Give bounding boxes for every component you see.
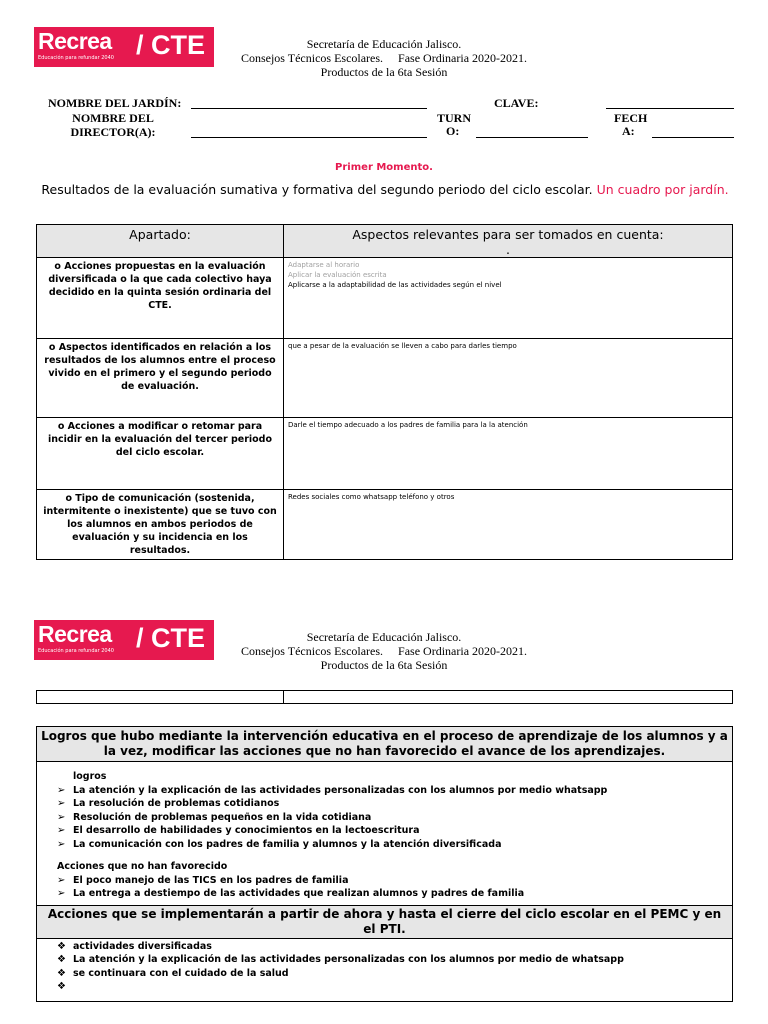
aspectos-cell[interactable] xyxy=(284,418,733,490)
logros-body[interactable] xyxy=(37,762,732,905)
apartado-cell: o Aspectos identificados en relación a los resultados de los alumnos entre el proceso vivido en el primero y el segundo periodo de evaluación. xyxy=(37,339,284,418)
empty-table-row[interactable] xyxy=(36,690,733,704)
header-line1: Secretaría de Educación Jalisco. xyxy=(306,630,462,644)
header-line1: Secretaría de Educación Jalisco. xyxy=(306,37,462,51)
label-fecha-2: A: xyxy=(622,124,635,138)
logo-cte: / CTE xyxy=(136,623,206,653)
diamond-bullet-icon: ❖ xyxy=(57,967,66,979)
evaluation-table xyxy=(36,224,733,560)
table-row xyxy=(37,418,733,490)
list-item: ❖ se continuara con el cuidado de la salud xyxy=(57,967,289,979)
logo-tagline: Educación para refundar 2040 xyxy=(38,55,114,61)
recrea-cte-logo-2 xyxy=(34,620,214,660)
subtitle-text: Resultados de la evaluación sumativa y formativa del segundo periodo del ciclo escolar. xyxy=(41,182,593,197)
label-fecha-1: FECH xyxy=(614,111,648,125)
list-item: ➢ El desarrollo de habilidades y conocimientos en la lectoescritura xyxy=(57,825,420,836)
recrea-cte-logo xyxy=(34,27,214,67)
logros-header: Logros que hubo mediante la intervención educativa en el proceso de aprendizaje de los alumnos y a la vez, modificar las acciones que no han favorecido el avance de los aprendizajes. xyxy=(37,727,732,762)
field-nombre-director[interactable] xyxy=(191,137,427,138)
table-row xyxy=(37,258,733,339)
aspectos-text: Aplicarse a la adaptabilidad de las actividades según el nivel xyxy=(288,281,502,289)
implementar-body[interactable] xyxy=(37,939,732,994)
primer-momento: Primer Momento. xyxy=(335,162,433,173)
document-header xyxy=(214,37,554,79)
apartado-cell: o Acciones propuestas en la evaluación diversificada o la que cada colectivo haya decidido en la quinta sesión ordinaria del CTE. xyxy=(37,258,284,339)
placeholder-text: Adaptarse al horario xyxy=(288,261,360,269)
table-row xyxy=(37,490,733,560)
arrow-bullet-icon: ➢ xyxy=(57,811,66,823)
field-fecha[interactable] xyxy=(652,137,734,138)
logo-brand: Recrea xyxy=(38,28,112,54)
list-item xyxy=(57,980,732,994)
aspectos-cell[interactable] xyxy=(284,258,733,339)
label-nombre-director: NOMBRE DEL DIRECTOR(A): xyxy=(70,111,156,139)
header-line3: Productos de la 6ta Sesión xyxy=(320,658,448,672)
list-item: ➢ El poco manejo de las TICS en los padres de familia xyxy=(57,874,349,886)
col-header-apartado: Apartado: xyxy=(37,225,284,258)
acciones-label: Acciones que no han favorecido xyxy=(57,861,228,872)
field-turno[interactable] xyxy=(476,137,588,138)
aspectos-text: que a pesar de la evaluación se lleven a cabo para darles tiempo xyxy=(288,342,517,350)
document-header-2 xyxy=(214,630,554,672)
arrow-bullet-icon: ➢ xyxy=(57,784,66,796)
list-item: ❖ actividades diversificadas xyxy=(57,940,212,952)
section-subtitle xyxy=(40,182,730,198)
list-item: ➢ La comunicación con los padres de familia y alumnos y la atención diversificada xyxy=(57,838,502,850)
diamond-bullet-icon: ❖ xyxy=(57,981,66,992)
diamond-bullet-icon: ❖ xyxy=(57,940,66,952)
logros-box xyxy=(36,726,733,1002)
aspectos-cell[interactable] xyxy=(284,490,733,560)
implementar-header: Acciones que se implementarán a partir de ahora y hasta el cierre del ciclo escolar en el PEMC y en el PTI. xyxy=(37,905,732,939)
diamond-bullet-icon: ❖ xyxy=(57,954,66,965)
logros-label: logros xyxy=(73,771,107,782)
header-line2: Consejos Técnicos Escolares. Fase Ordinaria 2020-2021. xyxy=(240,51,528,65)
logo-brand: Recrea xyxy=(38,621,112,647)
aspectos-text: Darle el tiempo adecuado a los padres de familia para la la atención xyxy=(288,421,528,429)
label-nombre-jardin: NOMBRE DEL JARDÍN: xyxy=(48,96,182,110)
apartado-cell: o Tipo de comunicación (sostenida, intermitente o inexistente) que se tuvo con los alumnos en ambos periodos de evaluación y su incidencia en los resultados. xyxy=(37,490,284,560)
list-item: ➢ La resolución de problemas cotidianos xyxy=(57,798,280,809)
label-turno-2: O: xyxy=(446,124,460,138)
aspectos-cell[interactable] xyxy=(284,339,733,418)
list-item: ➢ La entrega a destiempo de las actividades que realizan alumnos y padres de familia xyxy=(57,888,525,899)
header-line3: Productos de la 6ta Sesión xyxy=(320,65,448,79)
list-item: ➢ Resolución de problemas pequeños en la vida cotidiana xyxy=(57,811,372,823)
aspectos-text: Redes sociales como whatsapp teléfono y otros xyxy=(288,493,455,501)
table-row xyxy=(37,339,733,418)
field-nombre-jardin[interactable] xyxy=(191,108,427,109)
logo-cte: / CTE xyxy=(136,30,206,60)
arrow-bullet-icon: ➢ xyxy=(57,838,66,850)
arrow-bullet-icon: ➢ xyxy=(57,825,66,836)
arrow-bullet-icon: ➢ xyxy=(57,888,66,899)
field-clave[interactable] xyxy=(606,108,734,109)
apartado-cell: o Acciones a modificar o retomar para incidir en la evaluación del tercer periodo del ciclo escolar. xyxy=(37,418,284,490)
col-header-aspectos: Aspectos relevantes para ser tomados en cuenta: . xyxy=(284,225,733,258)
header-line2: Consejos Técnicos Escolares. Fase Ordinaria 2020-2021. xyxy=(240,644,528,658)
list-item: ❖ La atención y la explicación de las actividades personalizadas con los alumnos por medio de whatsapp xyxy=(57,954,624,965)
list-item: ➢ La atención y la explicación de las actividades personalizadas con los alumnos por medio whatsapp xyxy=(57,784,608,796)
label-turno-1: TURN xyxy=(437,111,472,125)
subtitle-highlight: Un cuadro por jardín. xyxy=(596,182,729,197)
label-clave: CLAVE: xyxy=(494,96,539,110)
placeholder-text: Aplicar la evaluación escrita xyxy=(288,271,387,279)
arrow-bullet-icon: ➢ xyxy=(57,874,66,886)
arrow-bullet-icon: ➢ xyxy=(57,798,66,809)
logo-tagline: Educación para refundar 2040 xyxy=(38,648,114,654)
